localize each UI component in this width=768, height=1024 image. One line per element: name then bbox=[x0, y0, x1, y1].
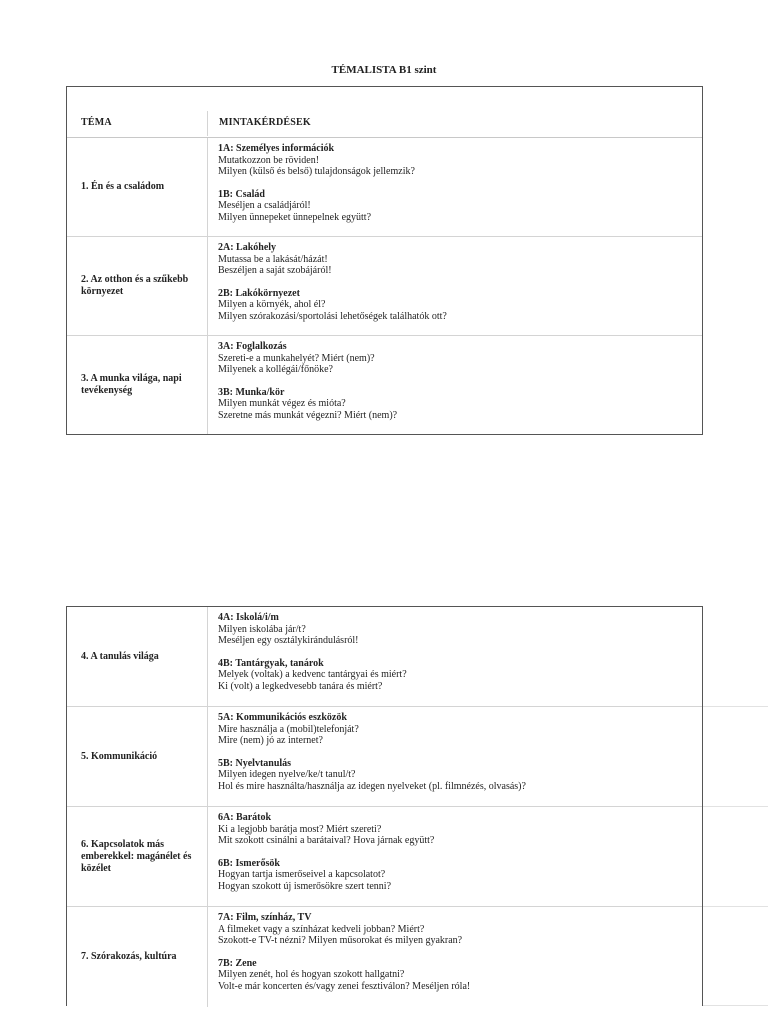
questions-cell bbox=[218, 143, 698, 223]
subtopic-title: 2A: Lakóhely bbox=[218, 242, 277, 253]
questions-cell bbox=[218, 612, 698, 692]
question-block bbox=[218, 387, 698, 422]
question-block bbox=[218, 341, 698, 376]
table-2-body bbox=[67, 607, 702, 1007]
topic-cell: 7. Szórakozás, kultúra bbox=[81, 951, 177, 962]
column-divider bbox=[207, 138, 208, 236]
question-block bbox=[218, 189, 698, 224]
question-block bbox=[218, 712, 698, 747]
sample-question: Beszéljen a saját szobájáról! bbox=[218, 265, 332, 276]
row-divider-extension bbox=[703, 706, 768, 707]
table-header-row bbox=[67, 87, 702, 138]
header-mintakerdesek: MINTAKÉRDÉSEK bbox=[219, 117, 311, 128]
row-divider-extension bbox=[703, 806, 768, 807]
questions-cell bbox=[218, 912, 698, 992]
column-divider bbox=[207, 807, 208, 906]
sample-question: Milyen iskolába jár/t? bbox=[218, 623, 306, 635]
sample-question: Hogyan szokott új ismerősökre szert tenni? bbox=[218, 880, 392, 892]
subtopic-title: 1B: Család bbox=[218, 188, 265, 200]
subtopic-title: 6A: Barátok bbox=[218, 812, 272, 823]
column-divider bbox=[207, 336, 208, 434]
column-divider bbox=[207, 707, 208, 806]
sample-question: Mutassa be a lakását/házát! bbox=[218, 253, 328, 265]
table-row bbox=[67, 237, 702, 336]
sample-question: Volt-e már koncerten és/vagy zenei fesztiválon? Meséljen róla! bbox=[218, 980, 471, 992]
sample-question: Meséljen a családjáról! bbox=[218, 200, 311, 211]
sample-question: A filmeket vagy a színházat kedveli jobban? Miért? bbox=[218, 923, 425, 935]
question-block bbox=[218, 912, 698, 947]
table-row bbox=[67, 607, 702, 707]
question-block bbox=[218, 812, 698, 847]
table-row bbox=[67, 336, 702, 434]
subtopic-title: 5A: Kommunikációs eszközök bbox=[218, 712, 347, 723]
sample-question: Meséljen egy osztálykirándulásról! bbox=[218, 635, 359, 646]
question-block bbox=[218, 288, 698, 323]
sample-question: Ki (volt) a legkedvesebb tanára és miért? bbox=[218, 680, 383, 692]
topic-cell: 1. Én és a családom bbox=[81, 181, 165, 192]
row-divider-extension bbox=[703, 906, 768, 907]
topic-cell: 4. A tanulás világa bbox=[81, 650, 159, 662]
question-block bbox=[218, 858, 698, 893]
questions-cell bbox=[218, 812, 698, 892]
row-divider-extension bbox=[703, 1005, 768, 1006]
subtopic-title: 6B: Ismerősök bbox=[218, 857, 280, 869]
question-block bbox=[218, 958, 698, 993]
sample-question: Mire használja a (mobil)telefonját? bbox=[218, 723, 359, 735]
sample-question: Milyen zenét, hol és hogyan szokott hallgatni? bbox=[218, 969, 405, 980]
table-row bbox=[67, 807, 702, 907]
question-block bbox=[218, 612, 698, 647]
question-block bbox=[218, 143, 698, 178]
topic-cell: 5. Kommunikáció bbox=[81, 750, 158, 762]
sample-question: Melyek (voltak) a kedvenc tantárgyai és miért? bbox=[218, 669, 407, 680]
topic-cell: 3. A munka világa, napi tevékenység bbox=[81, 373, 182, 396]
sample-question: Szeretne más munkát végezni? Miért (nem)? bbox=[218, 409, 398, 421]
sample-question: Ki a legjobb barátja most? Miért szereti? bbox=[218, 823, 382, 835]
questions-cell bbox=[218, 712, 698, 792]
column-divider bbox=[207, 607, 208, 706]
sample-question: Mit szokott csinálni a barátaival? Hova járnak együtt? bbox=[218, 835, 435, 846]
sample-question: Milyenek a kollégái/főnöke? bbox=[218, 364, 333, 375]
header-divider bbox=[207, 111, 208, 136]
sample-question: Szokott-e TV-t nézni? Milyen műsorokat és milyen gyakran? bbox=[218, 935, 463, 946]
subtopic-title: 7B: Zene bbox=[218, 957, 257, 969]
questions-cell bbox=[218, 341, 698, 421]
subtopic-title: 7A: Film, színház, TV bbox=[218, 912, 312, 923]
question-block bbox=[218, 242, 698, 277]
column-divider bbox=[207, 237, 208, 335]
questions-cell bbox=[218, 242, 698, 322]
sample-question: Milyen (külső és belső) tulajdonságok jellemzik? bbox=[218, 166, 415, 177]
subtopic-title: 3B: Munka/kör bbox=[218, 386, 285, 398]
sample-question: Milyen szórakozási/sportolási lehetőségek találhatók ott? bbox=[218, 310, 447, 322]
topic-table-1 bbox=[66, 86, 703, 435]
sample-question: Milyen idegen nyelve/ke/t tanul/t? bbox=[218, 769, 356, 780]
table-row bbox=[67, 138, 702, 237]
subtopic-title: 1A: Személyes információk bbox=[218, 143, 335, 154]
subtopic-title: 3A: Foglalkozás bbox=[218, 341, 287, 352]
sample-question: Milyen ünnepeket ünnepelnek együtt? bbox=[218, 211, 372, 223]
subtopic-title: 4B: Tantárgyak, tanárok bbox=[218, 657, 324, 669]
question-block bbox=[218, 658, 698, 693]
sample-question: Milyen a környék, ahol él? bbox=[218, 299, 326, 310]
topic-cell: 6. Kapcsolatok más emberekkel: magánélet és közélet bbox=[81, 838, 192, 874]
table-1-body bbox=[67, 138, 702, 434]
sample-question: Hol és mire használta/használja az idegen nyelveket (pl. filmnézés, olvasás)? bbox=[218, 780, 526, 792]
topic-cell: 2. Az otthon és a szűkebb környezet bbox=[81, 274, 189, 297]
document-title: TÉMALISTA B1 szint bbox=[331, 64, 437, 76]
sample-question: Mire (nem) jó az internet? bbox=[218, 735, 323, 746]
topic-table-2 bbox=[66, 606, 703, 1006]
subtopic-title: 2B: Lakókörnyezet bbox=[218, 287, 300, 299]
question-block bbox=[218, 758, 698, 793]
subtopic-title: 5B: Nyelvtanulás bbox=[218, 757, 292, 769]
sample-question: Szereti-e a munkahelyét? Miért (nem)? bbox=[218, 352, 375, 364]
subtopic-title: 4A: Iskolá/i/m bbox=[218, 612, 279, 623]
table-row bbox=[67, 907, 702, 1007]
sample-question: Hogyan tartja ismerőseivel a kapcsolatot? bbox=[218, 869, 386, 880]
sample-question: Milyen munkát végez és mióta? bbox=[218, 398, 346, 409]
table-row bbox=[67, 707, 702, 807]
sample-question: Mutatkozzon be röviden! bbox=[218, 154, 320, 166]
header-tema: TÉMA bbox=[81, 117, 112, 128]
column-divider bbox=[207, 907, 208, 1007]
